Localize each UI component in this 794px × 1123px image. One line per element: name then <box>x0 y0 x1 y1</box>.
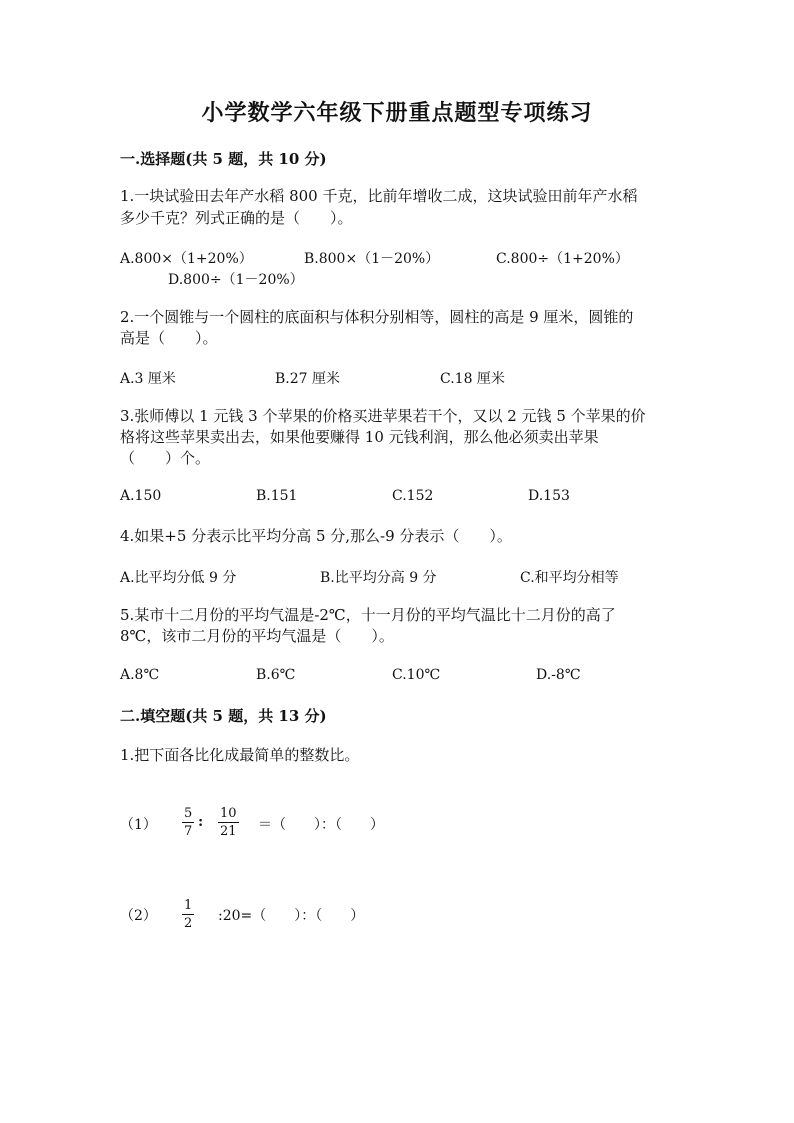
fraction-bar <box>218 822 239 823</box>
question-5-option-d: D.-8℃ <box>536 667 581 683</box>
question-3-line1: 3.张师傅以 1 元钱 3 个苹果的价格买进苹果若干个，又以 2 元钱 5 个苹果的价 <box>120 407 646 425</box>
item-1-label: （1） <box>120 817 157 833</box>
question-2-option-b: B.27 厘米 <box>275 371 341 387</box>
question-3-option-b: B.151 <box>256 488 298 504</box>
page-title: 小学数学六年级下册重点题型专项练习 <box>201 100 593 126</box>
question-3-option-a: A.150 <box>120 488 162 504</box>
fraction-bar <box>182 822 194 823</box>
question-1-option-d: D.800÷（1－20%） <box>168 272 304 288</box>
question-4-option-a: A.比平均分低 9 分 <box>120 570 237 586</box>
fraction-denominator: 7 <box>184 824 193 839</box>
question-5-option-b: B.6℃ <box>256 667 296 683</box>
fraction-numerator: 5 <box>184 806 193 821</box>
fraction-1-2 <box>182 898 194 931</box>
fraction-denominator: 21 <box>220 824 237 839</box>
question-5-line2: 8℃，该市二月份的平均气温是（ ）。 <box>120 627 394 645</box>
question-3-line2: 格将这些苹果卖出去，如果他要赚得 10 元钱利润，那么他必须卖出苹果 <box>120 428 599 446</box>
question-2-line2: 高是（ ）。 <box>120 329 218 347</box>
item-1-answer-blanks: ＝（ ）：（ ） <box>258 817 384 833</box>
question-2-line1: 2.一个圆锥与一个圆柱的底面积与体积分别相等，圆柱的高是 9 厘米，圆锥的 <box>120 308 634 326</box>
fraction-numerator: 1 <box>184 898 193 913</box>
fraction-5-7 <box>182 806 194 839</box>
fill-question-1: 1.把下面各比化成最简单的整数比。 <box>120 746 360 764</box>
fraction-10-21 <box>218 806 239 839</box>
question-5-option-a: A.8℃ <box>120 667 160 683</box>
question-4-line1: 4.如果+5 分表示比平均分高 5 分,那么-9 分表示（ ）。 <box>120 527 512 545</box>
question-3-option-c: C.152 <box>392 488 434 504</box>
question-1-line2: 多少千克？列式正确的是（ ）。 <box>120 209 353 227</box>
fraction-denominator: 2 <box>184 916 193 931</box>
item-2-label: （2） <box>120 908 157 924</box>
question-1-option-c: C.800÷（1+20%） <box>496 251 629 267</box>
fraction-bar <box>182 914 194 915</box>
question-4-option-b: B.比平均分高 9 分 <box>320 570 437 586</box>
question-2-option-a: A.3 厘米 <box>120 371 176 387</box>
question-1-option-a: A.800×（1+20%） <box>120 251 253 267</box>
question-5-line1: 5.某市十二月份的平均气温是-2℃，十一月份的平均气温比十二月份的高了 <box>120 606 616 624</box>
section-heading-fill-blank: 二.填空题(共 5 题，共 13 分) <box>120 707 327 725</box>
question-1-line1: 1.一块试验田去年产水稻 800 千克，比前年增收二成，这块试验田前年产水稻 <box>120 187 638 205</box>
ratio-colon: : <box>198 814 204 830</box>
item-2-answer-blanks: :20=（ ）：（ ） <box>218 908 365 924</box>
section-heading-choice: 一.选择题(共 5 题，共 10 分) <box>120 150 327 168</box>
question-1-option-b: B.800×（1－20%） <box>304 251 440 267</box>
question-2-option-c: C.18 厘米 <box>440 371 505 387</box>
question-3-line3: （ ）个。 <box>120 449 211 467</box>
question-5-option-c: C.10℃ <box>392 667 441 683</box>
question-3-option-d: D.153 <box>528 488 570 504</box>
fraction-numerator: 10 <box>220 806 237 821</box>
question-4-option-c: C.和平均分相等 <box>520 570 619 586</box>
